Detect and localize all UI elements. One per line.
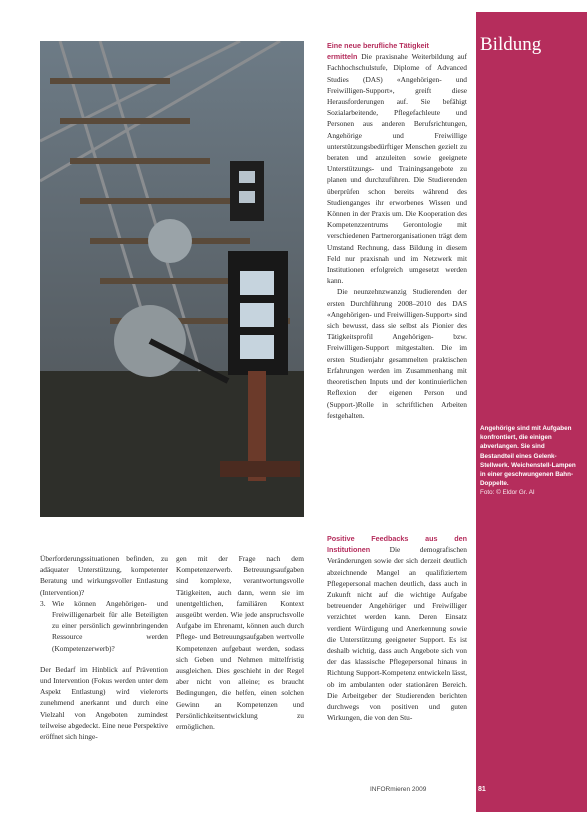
intro-text: Überforderungssituationen befinden, zu adäquater Unterstützung, kompetenter Beratung und wirkungsvoller Entlastung (Intervention)?: [40, 554, 168, 597]
section-sidebar: [476, 12, 587, 812]
magazine-footer: INFORmieren 2009: [370, 786, 427, 793]
left-lower-column-a: [40, 553, 168, 742]
photo-caption: [480, 424, 580, 498]
paragraph-demand: Der Bedarf im Hinblick auf Prävention und Intervention (Fokus werden unter dem Aspekt Entlastung) wird vielerorts zunehmend anerkannt und durch eine Vielzahl von Angeboten zumindest teilweise abgedeckt. Eine neue Perspektive eröffnet sich hinge-: [40, 664, 168, 742]
list-number: 3.: [40, 598, 46, 608]
left-lower-column-b: [176, 553, 304, 732]
photo-credit: Foto: © Eldor Gr. AI: [480, 489, 535, 497]
paragraph-competence: gen mit der Frage nach dem Kompetenzerwerb. Betreuungsaufgaben sind komplexe, verantwortungsvolle Tätigkeiten, auch dann, wenn sie im unentgeltlichen, familiären Kontext ausgeübt werden. Wie jede anspruchsvolle Aufgabe im Ehrenamt, können auch durch Pflege- und Betreuungsaufgaben wertvolle Kompetenzen aufgebaut werden, sodass sich Geben und Nehmen mittelfristig ausgleichen. Dies geschieht in der Regel aber nicht von alleine; es braucht Bedingungen, die helfen, einen solchen Gewinn an Kompetenzen und Persönlichkeitsentwicklung zu ermöglichen.: [176, 554, 304, 732]
caption-text: Angehörige sind mit Aufgaben konfrontiert, die einigen abverlangen. Sie sind Bestandteil eines Gelenk-Stellwerk. Weichenstell-Lampen in einer geschwungenen Bahn-Doppelte.: [480, 425, 576, 488]
subhead-new-activity: Eine neue berufliche Tätigkeit: [327, 41, 429, 50]
page-number: 81: [478, 786, 486, 793]
subhead-new-activity-cont: ermitteln: [327, 52, 358, 62]
list-text: Wie können Angehörigen- und Freiwilligenarbeit für alle Beteiligten zu einer persönlich gewinnbringenden Ressource werden (Kompetenzerwerb)?: [52, 598, 168, 653]
right-column-top: [327, 40, 467, 421]
subhead-positive-feedback: Positive Feedbacks aus den Institutionen: [327, 534, 467, 555]
list-item: [40, 598, 168, 654]
paragraph-students: Die neunzehnzwanzig Studierenden der ersten Durchführung 2008–2010 des DAS «Angehörigen- und Freiwilligen-Support» sind sich bewusst, dass sie selbst als Pionier des Tätigkeitsprofil Angehörigen- bzw. Freiwilligen-Support mitgestalten. Die im ersten Studienjahr gesammelten praktischen Erfahrungen werden im Zusammenhang mit theoretischen Inputs und der kontinuierlichen Reflexion der eigenen Person und (Support-)Rolle in schriftlichen Arbeiten festgehalten.: [327, 287, 467, 420]
section-title: Bildung: [480, 34, 542, 55]
right-column-bottom: [327, 533, 467, 723]
paragraph-feedback: Die demografischen Veränderungen sowie der sich derzeit deutlich abzeichnende Mangel an qualifiziertem Pflegepersonal machen deutlich, dass auch in Zukunft nicht auf die wichtige Aufgabe betreuender Angehöriger und Freiwilliger verzichtet werden kann. Deren Einsatz verdient Würdigung und Anerkennung sowie die Unterstützung geeigneter Support. Es ist deshalb wichtig, dass auch Angebote sich von der das klassische Pflegepersonal hinaus in Richtung Support-Kompetenz entwickeln lässt, ob im ambulanten oder stationären Bereich. Die Arbeitgeber der Studierenden berichten durchwegs von positiven und guten Wirkungen, die von den Stu-: [327, 545, 467, 723]
railway-signal-photo: [40, 41, 304, 517]
paragraph-training: Die praxisnahe Weiterbildung auf Fachhochschulstufe, Diplome of Advanced Studies (DAS) «Angehörigen- und Freiwilligen-Support», greift diese Herausforderungen auf. Sie befähigt Sozialarbeitende, Pflegefachleute und Personen aus anderen Berufsrichtungen, Angehörige und Freiwillige unterstützungsbedürftiger Menschen gezielt zu beraten und anzuleiten sowie geeignete Unterstützungs- und Trainingsangebote zu planen und durchzuführen. Die Studierenden überprüfen schon bereits während des Studienganges ihr erworbenes Wissen und Können in der Praxis um. Die Kooperation des Kompetenzzentrums Gerontologie mit verschiedenen Partnerorganisationen trägt dem Umstand Rechnung, dass Bildung in diesem Feld nur praxisnah und im Netzwerk mit Institutionen erfolgreich umgesetzt werden kann.: [327, 52, 467, 286]
